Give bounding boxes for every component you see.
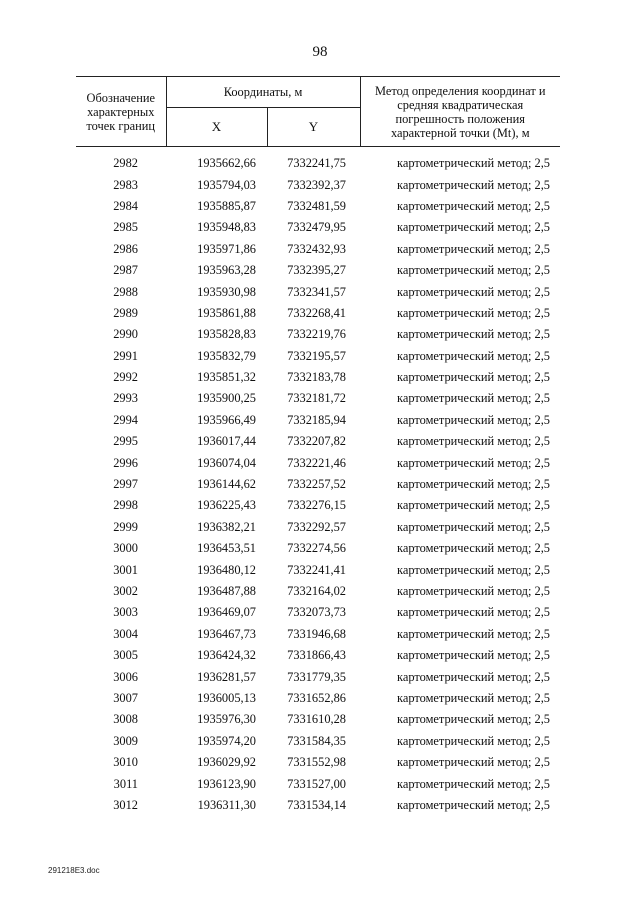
- method-cell: картометрический метод; 2,5: [397, 669, 550, 684]
- header-x: X: [166, 108, 267, 147]
- x-coordinate-cell: 1936467,73: [197, 626, 256, 641]
- table-row: [76, 517, 560, 538]
- table-row: [76, 174, 560, 195]
- table-row: [76, 431, 560, 452]
- method-cell: картометрический метод; 2,5: [397, 327, 550, 342]
- x-coordinate-cell: 1935851,32: [197, 370, 256, 385]
- table-row: [76, 731, 560, 752]
- point-number-cell: 2997: [113, 477, 138, 492]
- point-number-cell: 3004: [113, 626, 138, 641]
- y-coordinate-cell: 7332268,41: [287, 305, 346, 320]
- point-number-cell: 2991: [113, 348, 138, 363]
- x-coordinate-cell: 1935976,30: [197, 712, 256, 727]
- y-coordinate-cell: 7332292,57: [287, 519, 346, 534]
- y-coordinate-cell: 7331652,86: [287, 690, 346, 705]
- point-number-cell: 2992: [113, 370, 138, 385]
- coordinates-table-container: [76, 76, 560, 816]
- method-cell: картометрический метод; 2,5: [397, 562, 550, 577]
- point-number-cell: 2993: [113, 391, 138, 406]
- method-cell: картометрический метод; 2,5: [397, 370, 550, 385]
- y-coordinate-cell: 7332481,59: [287, 198, 346, 213]
- method-cell: картометрический метод; 2,5: [397, 391, 550, 406]
- method-cell: картометрический метод; 2,5: [397, 541, 550, 556]
- point-number-cell: 3003: [113, 605, 138, 620]
- y-coordinate-cell: 7332392,37: [287, 177, 346, 192]
- table-row: [76, 645, 560, 666]
- header-method: Метод определения координат и средняя квадратическая погрешность положения характерной точки (Mt), м: [360, 77, 560, 147]
- point-number-cell: 3007: [113, 690, 138, 705]
- method-cell: картометрический метод; 2,5: [397, 605, 550, 620]
- method-cell: картометрический метод; 2,5: [397, 776, 550, 791]
- table-row: [76, 795, 560, 816]
- table-row: [76, 773, 560, 794]
- method-cell: картометрический метод; 2,5: [397, 434, 550, 449]
- point-number-cell: 3001: [113, 562, 138, 577]
- y-coordinate-cell: 7332395,27: [287, 263, 346, 278]
- document-filename: 291218E3.doc: [48, 866, 100, 875]
- point-number-cell: 3006: [113, 669, 138, 684]
- point-number-cell: 3012: [113, 797, 138, 812]
- x-coordinate-cell: 1935974,20: [197, 733, 256, 748]
- table-row: [76, 495, 560, 516]
- x-coordinate-cell: 1935861,88: [197, 305, 256, 320]
- point-number-cell: 3010: [113, 755, 138, 770]
- x-coordinate-cell: 1935966,49: [197, 412, 256, 427]
- page-number: 98: [312, 44, 328, 60]
- y-coordinate-cell: 7332274,56: [287, 541, 346, 556]
- x-coordinate-cell: 1936017,44: [197, 434, 256, 449]
- point-number-cell: 3009: [113, 733, 138, 748]
- table-row: [76, 538, 560, 559]
- header-y: Y: [267, 108, 360, 147]
- x-coordinate-cell: 1936382,21: [197, 519, 256, 534]
- table-row: [76, 367, 560, 388]
- point-number-cell: 2994: [113, 412, 138, 427]
- point-number-cell: 2984: [113, 198, 138, 213]
- method-cell: картометрический метод; 2,5: [397, 305, 550, 320]
- method-cell: картометрический метод; 2,5: [397, 156, 550, 171]
- table-row: [76, 217, 560, 238]
- table-row: [76, 196, 560, 217]
- method-cell: картометрический метод; 2,5: [397, 241, 550, 256]
- point-number-cell: 2986: [113, 241, 138, 256]
- point-number-cell: 2987: [113, 263, 138, 278]
- point-number-cell: 2998: [113, 498, 138, 513]
- method-cell: картометрический метод; 2,5: [397, 733, 550, 748]
- table-row: [76, 410, 560, 431]
- method-cell: картометрический метод; 2,5: [397, 263, 550, 278]
- y-coordinate-cell: 7332341,57: [287, 284, 346, 299]
- method-cell: картометрический метод; 2,5: [397, 412, 550, 427]
- x-coordinate-cell: 1935963,28: [197, 263, 256, 278]
- table-row: [76, 602, 560, 623]
- point-number-cell: 2990: [113, 327, 138, 342]
- point-number-cell: 2999: [113, 519, 138, 534]
- point-number-cell: 2996: [113, 455, 138, 470]
- x-coordinate-cell: 1936074,04: [197, 455, 256, 470]
- method-cell: картометрический метод; 2,5: [397, 455, 550, 470]
- x-coordinate-cell: 1936453,51: [197, 541, 256, 556]
- method-cell: картометрический метод; 2,5: [397, 177, 550, 192]
- point-number-cell: 2982: [113, 156, 138, 171]
- y-coordinate-cell: 7331534,14: [287, 797, 346, 812]
- y-coordinate-cell: 7332221,46: [287, 455, 346, 470]
- y-coordinate-cell: 7332164,02: [287, 584, 346, 598]
- y-coordinate-cell: 7332183,78: [287, 370, 346, 385]
- x-coordinate-cell: 1936005,13: [197, 690, 256, 705]
- x-coordinate-cell: 1935885,87: [197, 198, 256, 213]
- y-coordinate-cell: 7332073,73: [287, 605, 346, 620]
- table-row: [76, 147, 560, 175]
- point-number-cell: 2989: [113, 305, 138, 320]
- method-cell: картометрический метод; 2,5: [397, 284, 550, 299]
- y-coordinate-cell: 7332241,41: [287, 562, 346, 577]
- y-coordinate-cell: 7331552,98: [287, 755, 346, 770]
- table-row: [76, 624, 560, 645]
- header-point-designation: Обозначение характерных точек границ: [76, 77, 166, 147]
- method-cell: картометрический метод; 2,5: [397, 198, 550, 213]
- method-cell: картометрический метод; 2,5: [397, 348, 550, 363]
- method-cell: картометрический метод; 2,5: [397, 626, 550, 641]
- table-row: [76, 688, 560, 709]
- table-header: [76, 77, 560, 147]
- method-cell: картометрический метод; 2,5: [397, 797, 550, 812]
- x-coordinate-cell: 1936311,30: [197, 797, 256, 812]
- y-coordinate-cell: 7332181,72: [287, 391, 346, 406]
- x-coordinate-cell: 1936029,92: [197, 755, 256, 770]
- y-coordinate-cell: 7332479,95: [287, 220, 346, 235]
- x-coordinate-cell: 1936487,88: [197, 584, 256, 598]
- x-coordinate-cell: 1936144,62: [197, 477, 256, 492]
- x-coordinate-cell: 1935900,25: [197, 391, 256, 406]
- y-coordinate-cell: 7331866,43: [287, 648, 346, 663]
- method-cell: картометрический метод; 2,5: [397, 648, 550, 663]
- table-row: [76, 666, 560, 687]
- y-coordinate-cell: 7331584,35: [287, 733, 346, 748]
- x-coordinate-cell: 1936225,43: [197, 498, 256, 513]
- method-cell: картометрический метод; 2,5: [397, 755, 550, 770]
- y-coordinate-cell: 7331527,00: [287, 776, 346, 791]
- y-coordinate-cell: 7331610,28: [287, 712, 346, 727]
- point-number-cell: 2985: [113, 220, 138, 235]
- table-row: [76, 752, 560, 773]
- y-coordinate-cell: 7332185,94: [287, 412, 346, 427]
- table-row: [76, 324, 560, 345]
- table-row: [76, 281, 560, 302]
- point-number-cell: 2995: [113, 434, 138, 449]
- method-cell: картометрический метод; 2,5: [397, 220, 550, 235]
- table-row: [76, 303, 560, 324]
- x-coordinate-cell: 1936424,32: [197, 648, 256, 663]
- y-coordinate-cell: 7332207,82: [287, 434, 346, 449]
- table-body: [76, 147, 560, 817]
- point-number-cell: 3002: [113, 584, 138, 598]
- y-coordinate-cell: 7332195,57: [287, 348, 346, 363]
- table-row: [76, 388, 560, 409]
- table-row: [76, 559, 560, 580]
- point-number-cell: 3008: [113, 712, 138, 727]
- point-number-cell: 2983: [113, 177, 138, 192]
- x-coordinate-cell: 1935828,83: [197, 327, 256, 342]
- method-cell: картометрический метод; 2,5: [397, 690, 550, 705]
- header-coordinates: Координаты, м: [166, 77, 360, 108]
- x-coordinate-cell: 1935971,86: [197, 241, 256, 256]
- point-number-cell: 3000: [113, 541, 138, 556]
- table-row: [76, 260, 560, 281]
- method-cell: картометрический метод; 2,5: [397, 712, 550, 727]
- x-coordinate-cell: 1935948,83: [197, 220, 256, 235]
- y-coordinate-cell: 7331779,35: [287, 669, 346, 684]
- x-coordinate-cell: 1935662,66: [197, 156, 256, 171]
- point-number-cell: 2988: [113, 284, 138, 299]
- x-coordinate-cell: 1936469,07: [197, 605, 256, 620]
- table-row: [76, 474, 560, 495]
- x-coordinate-cell: 1936480,12: [197, 562, 256, 577]
- method-cell: картометрический метод; 2,5: [397, 584, 550, 598]
- y-coordinate-cell: 7332219,76: [287, 327, 346, 342]
- table-row: [76, 581, 560, 602]
- table-row: [76, 346, 560, 367]
- x-coordinate-cell: 1935930,98: [197, 284, 256, 299]
- table-row: [76, 709, 560, 730]
- table-row: [76, 452, 560, 473]
- point-number-cell: 3005: [113, 648, 138, 663]
- method-cell: картометрический метод; 2,5: [397, 498, 550, 513]
- method-cell: картометрический метод; 2,5: [397, 519, 550, 534]
- x-coordinate-cell: 1935794,03: [197, 177, 256, 192]
- y-coordinate-cell: 7331946,68: [287, 626, 346, 641]
- x-coordinate-cell: 1936123,90: [197, 776, 256, 791]
- y-coordinate-cell: 7332432,93: [287, 241, 346, 256]
- point-number-cell: 3011: [113, 776, 138, 791]
- x-coordinate-cell: 1935832,79: [197, 348, 256, 363]
- coordinates-table: [76, 76, 560, 816]
- y-coordinate-cell: 7332276,15: [287, 498, 346, 513]
- table-row: [76, 239, 560, 260]
- method-cell: картометрический метод; 2,5: [397, 477, 550, 492]
- x-coordinate-cell: 1936281,57: [197, 669, 256, 684]
- y-coordinate-cell: 7332241,75: [287, 156, 346, 171]
- y-coordinate-cell: 7332257,52: [287, 477, 346, 492]
